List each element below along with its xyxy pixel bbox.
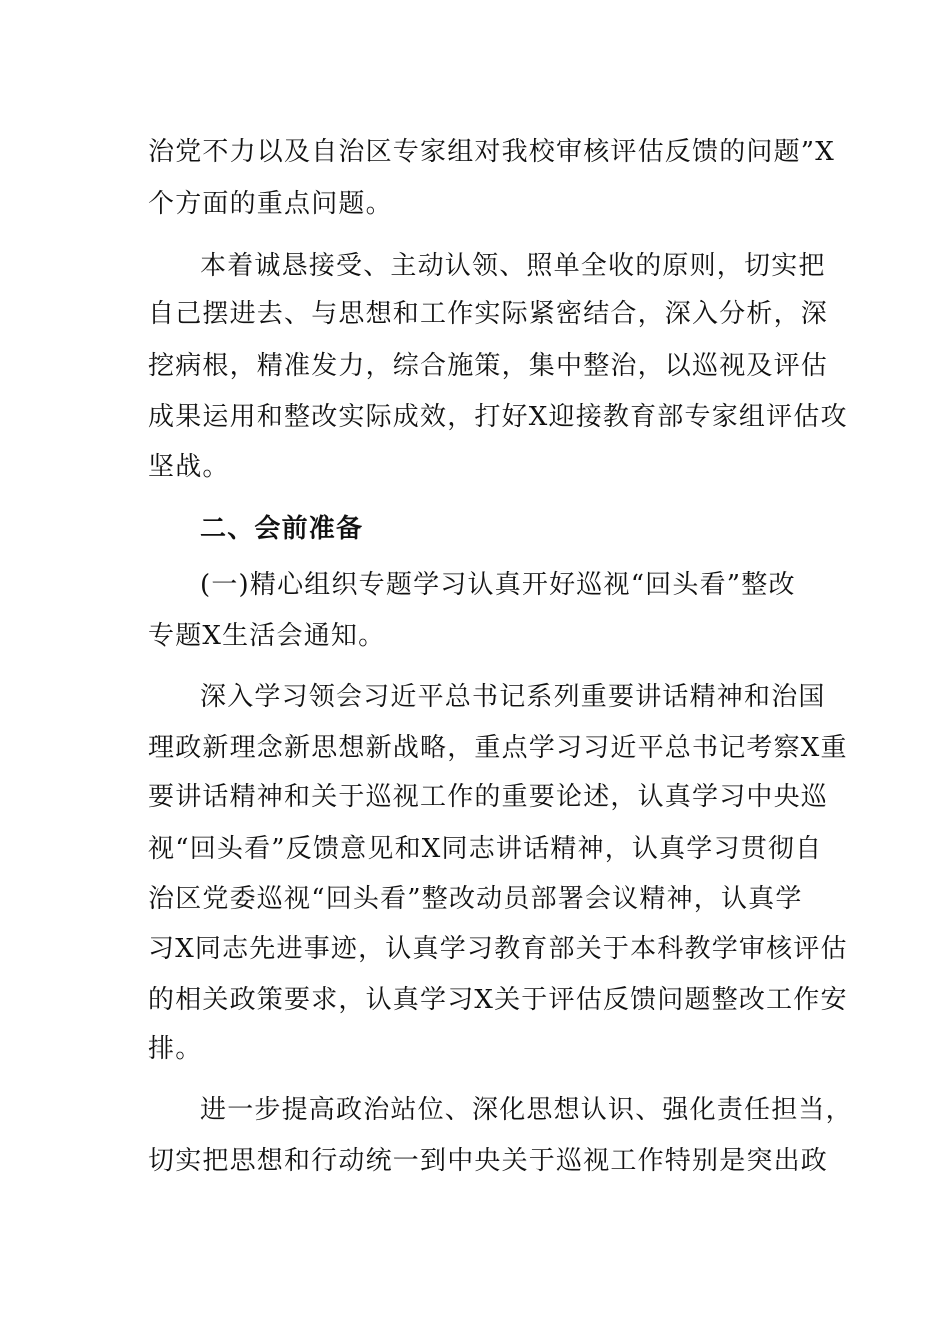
paragraph-line: 理政新理念新思想新战略，重点学习习近平总书记考察X重 xyxy=(148,733,848,763)
paragraph-line: 自己摆进去、与思想和工作实际紧密结合，深入分析，深 xyxy=(148,299,829,329)
paragraph-line: 进一步提高政治站位、深化思想认识、强化责任担当， xyxy=(200,1095,853,1125)
paragraph-line: 要讲话精神和关于巡视工作的重要论述，认真学习中央巡 xyxy=(148,782,829,812)
paragraph-line: 治区党委巡视“回头看”整改动员部署会议精神，认真学 xyxy=(148,884,803,914)
paragraph-line: 成果运用和整改实际成效，打好X迎接教育部专家组评估攻 xyxy=(148,402,848,432)
paragraph-line: 挖病根，精准发力，综合施策，集中整治，以巡视及评估 xyxy=(148,351,829,381)
paragraph-line: 个方面的重点问题。 xyxy=(148,189,393,219)
paragraph-line: 排。 xyxy=(148,1034,203,1064)
paragraph-line: 习X同志先进事迹，认真学习教育部关于本科教学审核评估 xyxy=(148,934,848,964)
paragraph-line: 的相关政策要求，认真学习X关于评估反馈问题整改工作安 xyxy=(148,985,848,1015)
subsection-heading: (一)精心组织专题学习认真开好巡视“回头看”整改 xyxy=(200,570,796,600)
section-heading: 二、会前准备 xyxy=(200,514,364,544)
paragraph-line: 视“回头看”反馈意见和X同志讲话精神，认真学习贯彻自 xyxy=(148,834,823,864)
paragraph-line: 治党不力以及自治区专家组对我校审核评估反馈的问题”X xyxy=(148,137,836,167)
paragraph-line: 切实把思想和行动统一到中央关于巡视工作特别是突出政 xyxy=(148,1146,829,1176)
paragraph-line: 专题X生活会通知。 xyxy=(148,621,386,651)
paragraph-line: 深入学习领会习近平总书记系列重要讲话精神和治国 xyxy=(200,682,826,712)
paragraph-line: 本着诚恳接受、主动认领、照单全收的原则，切实把 xyxy=(200,251,826,281)
paragraph-line: 坚战。 xyxy=(148,452,230,482)
